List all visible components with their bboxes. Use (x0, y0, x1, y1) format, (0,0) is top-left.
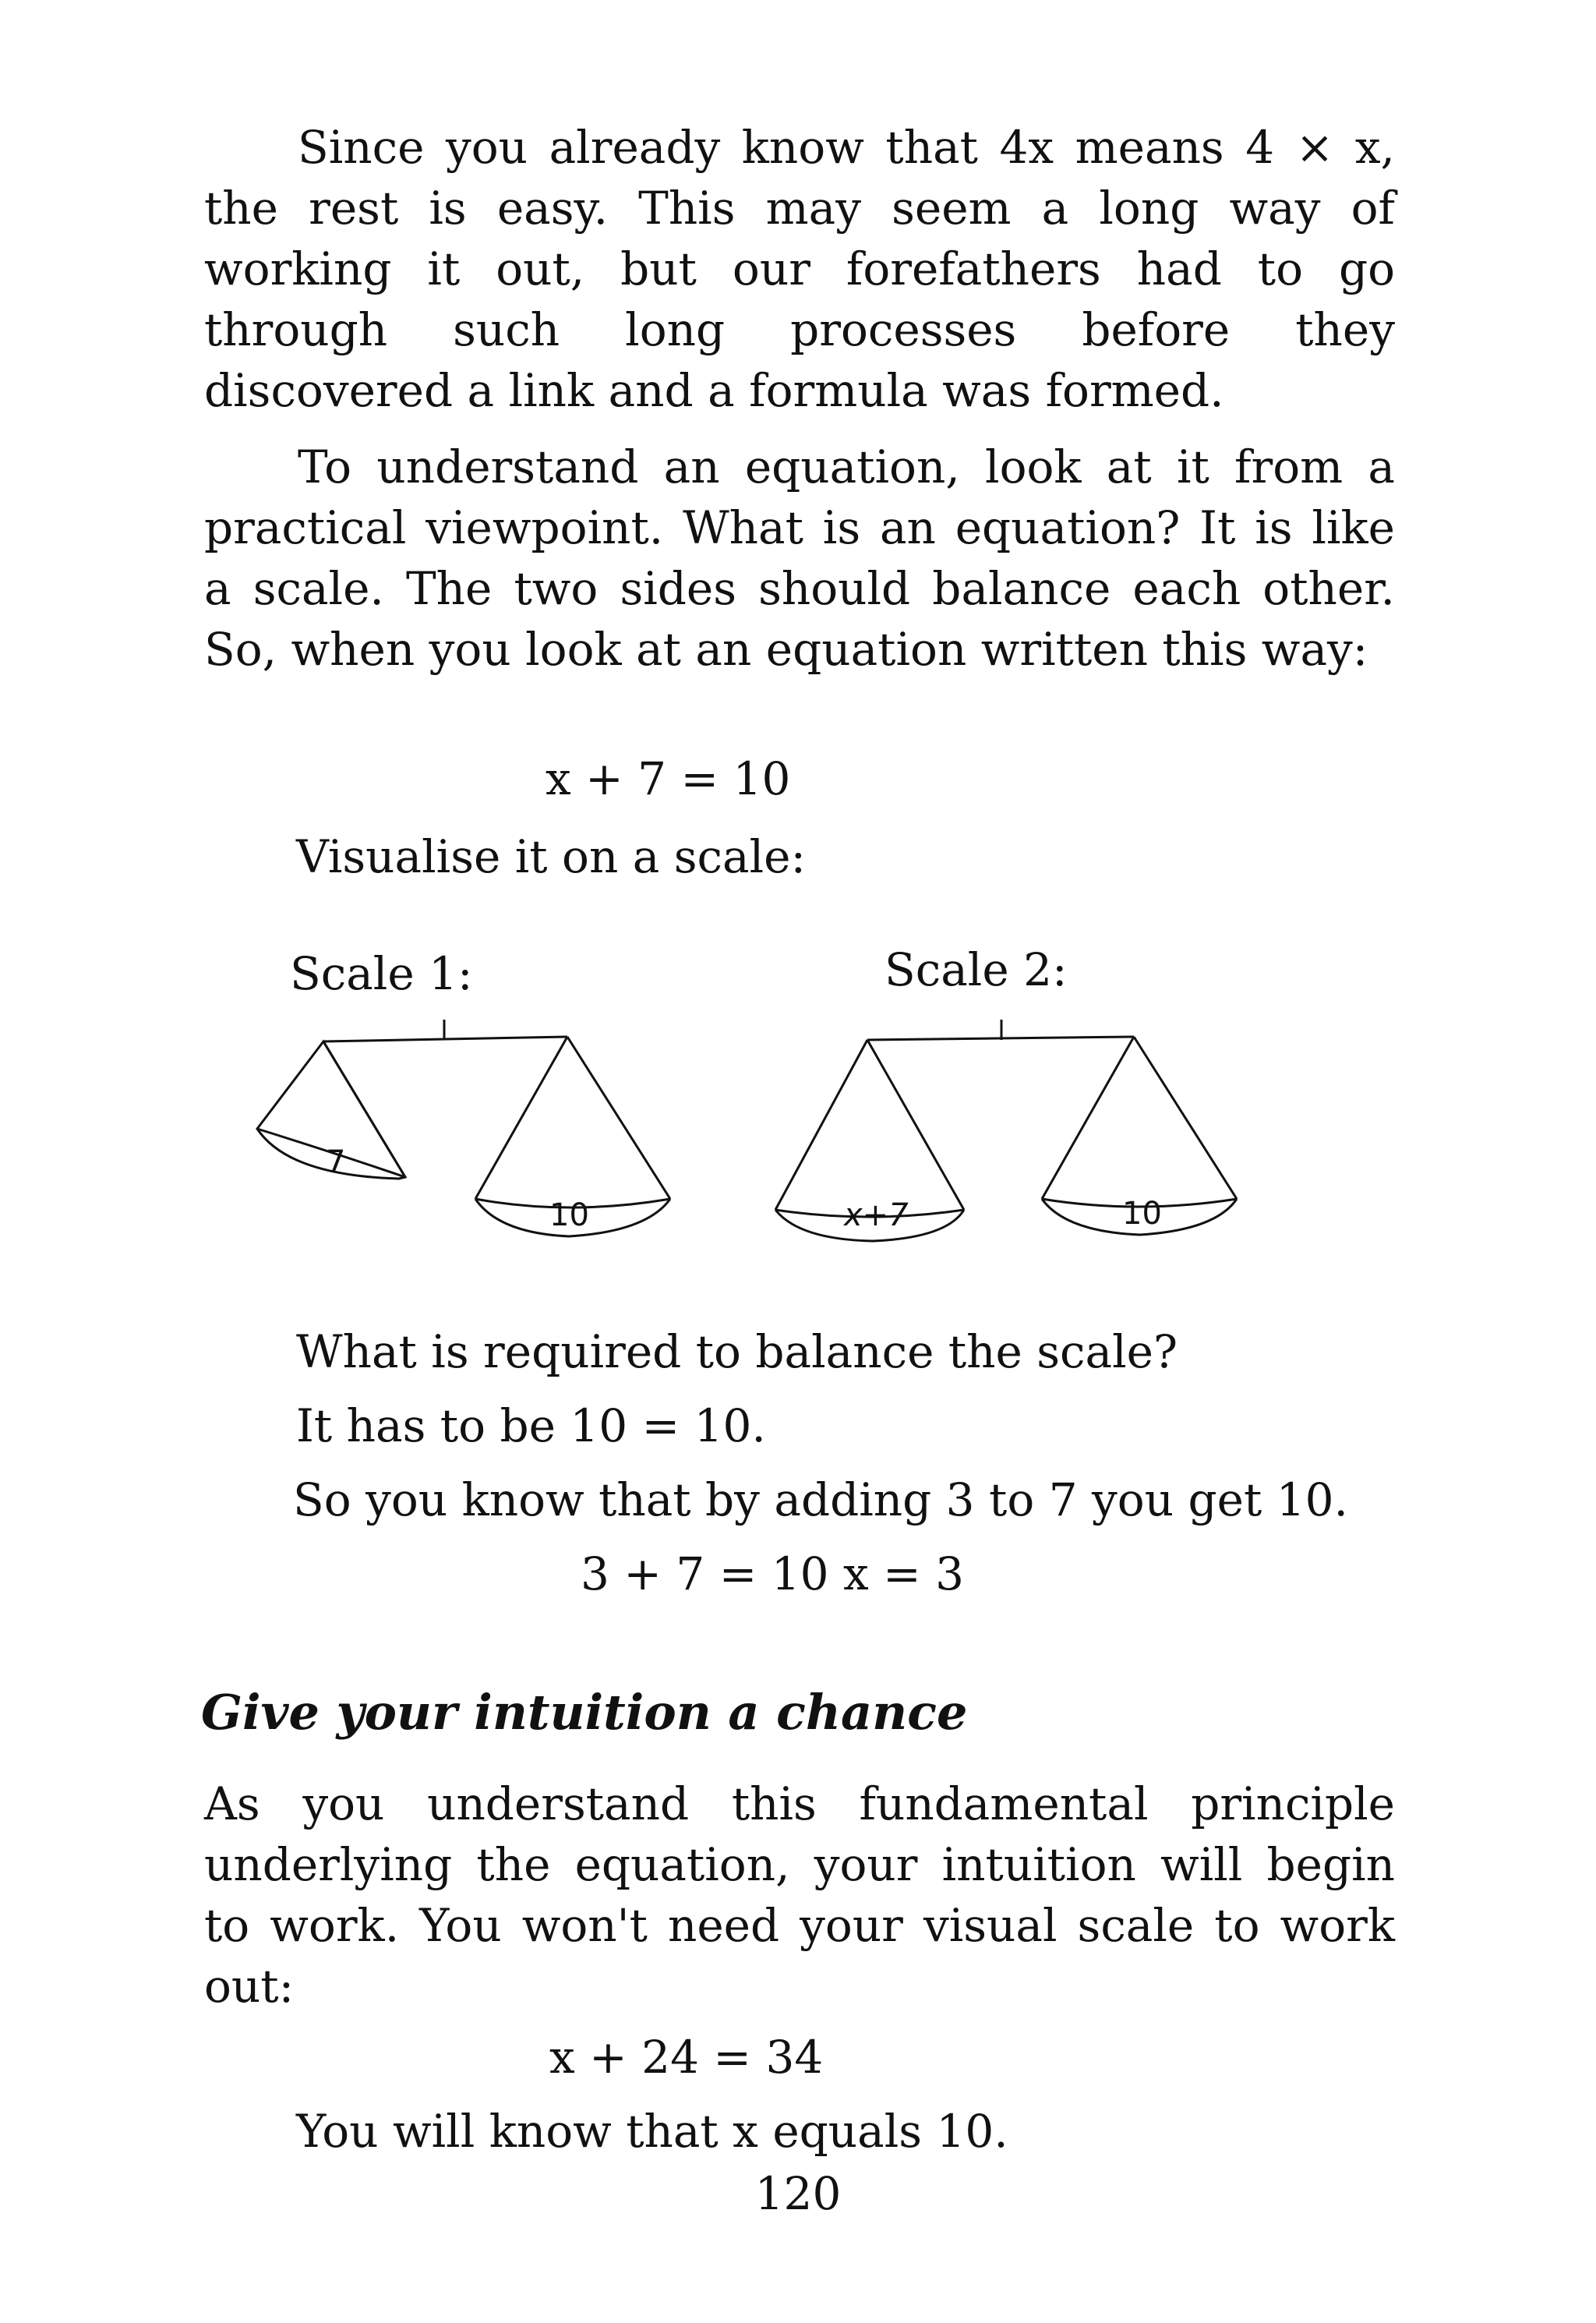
scale-1-left-pan (257, 1041, 405, 1180)
answer-line: It has to be 10 = 10. (296, 1399, 766, 1452)
final-line: You will know that x equals 10. (296, 2105, 1008, 2158)
scale-1-right-pan (475, 1037, 670, 1236)
question-line: What is required to balance the scale? (296, 1325, 1178, 1378)
scale-2-left-pan (775, 1040, 964, 1241)
scale-1-label: Scale 1: (290, 947, 473, 1000)
paragraph-intuition: As you understand this fundamental principle underlying the equation, your intuition will begin to work. You won't need your visual scale to work out: (204, 1777, 1395, 2013)
scale-1-right-pan-label: 10 (549, 1197, 589, 1233)
equation-x-plus-7: x + 7 = 10 (546, 752, 791, 805)
scale-1-left-pan-label: 7 (326, 1144, 346, 1180)
page-number: 120 (754, 2167, 842, 2220)
paragraph-intro: Since you already know that 4x means 4 × x, the rest is easy. This may seem a long way of working it out, but our forefathers had to go through such long processes before they discovered a link and a formula was formed. (204, 121, 1395, 417)
section-heading: Give your intuition a chance (201, 1684, 968, 1741)
equation-x-plus-24: x + 24 = 34 (549, 2031, 824, 2084)
scale-2-label: Scale 2: (885, 943, 1068, 996)
equation-3-plus-7: 3 + 7 = 10 x = 3 (581, 1547, 965, 1600)
scale-2-right-pan-label: 10 (1122, 1196, 1162, 1232)
scale-2-beam (867, 1037, 1134, 1040)
scale-2-diagram (768, 1006, 1251, 1271)
visualise-line: Visualise it on a scale: (296, 830, 807, 883)
scale-2-left-pan-label: x+7 (844, 1197, 909, 1233)
paragraph-equation-explanation: To understand an equation, look at it from a practical viewpoint. What is an equation? It is like a scale. The two sides should balance each other. So, when you look at an equation written this way: (204, 440, 1395, 676)
scale-2-right-pan (1042, 1037, 1237, 1235)
so-line: So you know that by adding 3 to 7 you get 10. (293, 1473, 1348, 1526)
scale-1-diagram (242, 1006, 678, 1271)
